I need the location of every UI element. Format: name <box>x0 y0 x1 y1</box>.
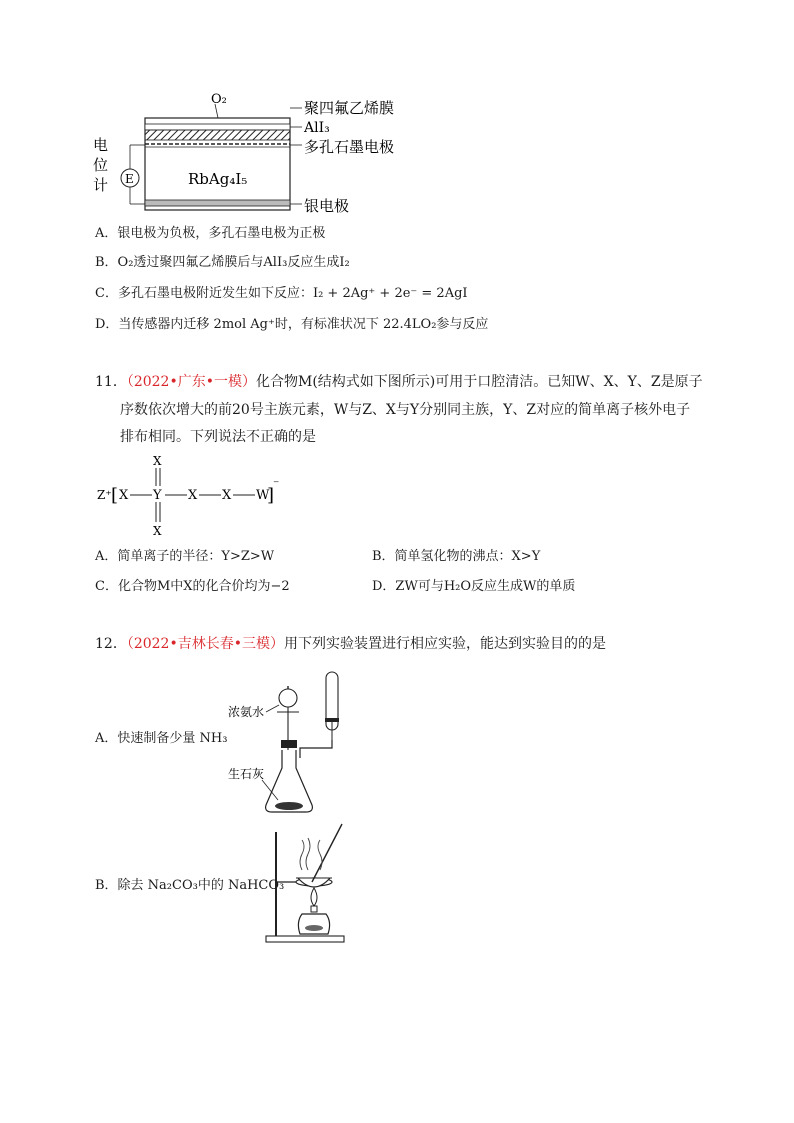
ali3-label: AlI₃ <box>304 120 330 136</box>
q10-option-a: A．银电极为负极，多孔石墨电极为正极 <box>95 226 326 241</box>
graphite-label: 多孔石墨电极 <box>304 138 395 156</box>
meter-label-1: 电 <box>93 136 109 154</box>
q11-stem-line3: 排布相同。下列说法不正确的是 <box>120 429 316 445</box>
q11-option-a: A．简单离子的半径：Y>Z>W <box>95 549 275 564</box>
silver-label: 银电极 <box>304 197 350 215</box>
q11-source: （2022•广东•一模） <box>126 374 256 390</box>
meter-symbol: E <box>125 172 134 186</box>
atom-x-mid1: X <box>188 488 198 503</box>
o2-label: O₂ <box>211 92 227 107</box>
structure-svg <box>95 455 295 540</box>
q12-option-a: A．快速制备少量 NH₃ <box>95 731 228 746</box>
q11-structure <box>95 455 295 540</box>
q11-number: 11． <box>95 374 127 390</box>
reagent-ammonia-label: 浓氨水 <box>228 705 265 719</box>
z-cation: Z⁺ <box>97 488 112 502</box>
q11-option-c: C．化合物M中X的化合价均为−2 <box>95 579 290 594</box>
bracket-close: ] <box>267 485 275 506</box>
atom-w: W <box>256 488 270 503</box>
bracket-open: [ <box>111 485 119 506</box>
q10-option-d: D．当传感器内迁移 2mol Ag⁺时，有标准状况下 22.4LO₂参与反应 <box>95 317 489 332</box>
q12-option-b: B．除去 Na₂CO₃中的 NaHCO₃ <box>95 878 285 893</box>
atom-x-bottom: X <box>153 524 162 538</box>
q10-option-c: C．多孔石墨电极附近发生如下反应：I₂ + 2Ag⁺ + 2e⁻ = 2AgI <box>95 286 468 301</box>
ptfe-label: 聚四氟乙烯膜 <box>304 99 395 117</box>
q12-number: 12． <box>95 636 127 652</box>
q11-stem-line2: 序数依次增大的前20号主族元素，W与Z、X与Y分别同主族，Y、Z对应的简单离子核外电子 <box>120 402 691 418</box>
reagent-quicklime-label: 生石灰 <box>228 767 265 781</box>
q10-option-b: B．O₂透过聚四氟乙烯膜后与AlI₃反应生成I₂ <box>95 255 350 270</box>
atom-y: Y <box>153 488 162 503</box>
anion-charge: ⁻ <box>273 477 280 491</box>
silver-electrode <box>145 200 290 206</box>
ali3-layer <box>145 130 290 140</box>
meter-label-2: 位 <box>93 156 109 174</box>
heating-apparatus-svg <box>262 818 352 948</box>
nh3-apparatus-svg <box>222 660 372 820</box>
heating-apparatus <box>262 818 352 948</box>
battery-diagram-svg <box>90 90 420 220</box>
atom-x-top: X <box>153 455 162 468</box>
q11-text-1: 化合物M(结构式如下图所示)可用于口腔清洁。已知W、X、Y、Z是原子 <box>255 374 703 390</box>
q12-stem <box>95 634 606 654</box>
ptfe-layer <box>145 124 290 130</box>
atom-x-left: X <box>119 488 129 503</box>
q12-source: （2022•吉林长春•三模） <box>126 636 284 652</box>
atom-x-mid2: X <box>222 488 232 503</box>
electrolyte-label: RbAg₄I₅ <box>188 170 248 188</box>
battery-diagram <box>90 90 420 220</box>
q12-text: 用下列实验装置进行相应实验，能达到实验目的的是 <box>283 636 606 652</box>
meter-label-3: 计 <box>93 176 109 194</box>
nh3-apparatus <box>222 660 372 820</box>
q11-option-d: D．ZW可与H₂O反应生成W的单质 <box>372 579 576 594</box>
q11-stem-line1 <box>95 372 703 392</box>
q11-option-b: B．简单氢化物的沸点：X>Y <box>372 549 541 564</box>
